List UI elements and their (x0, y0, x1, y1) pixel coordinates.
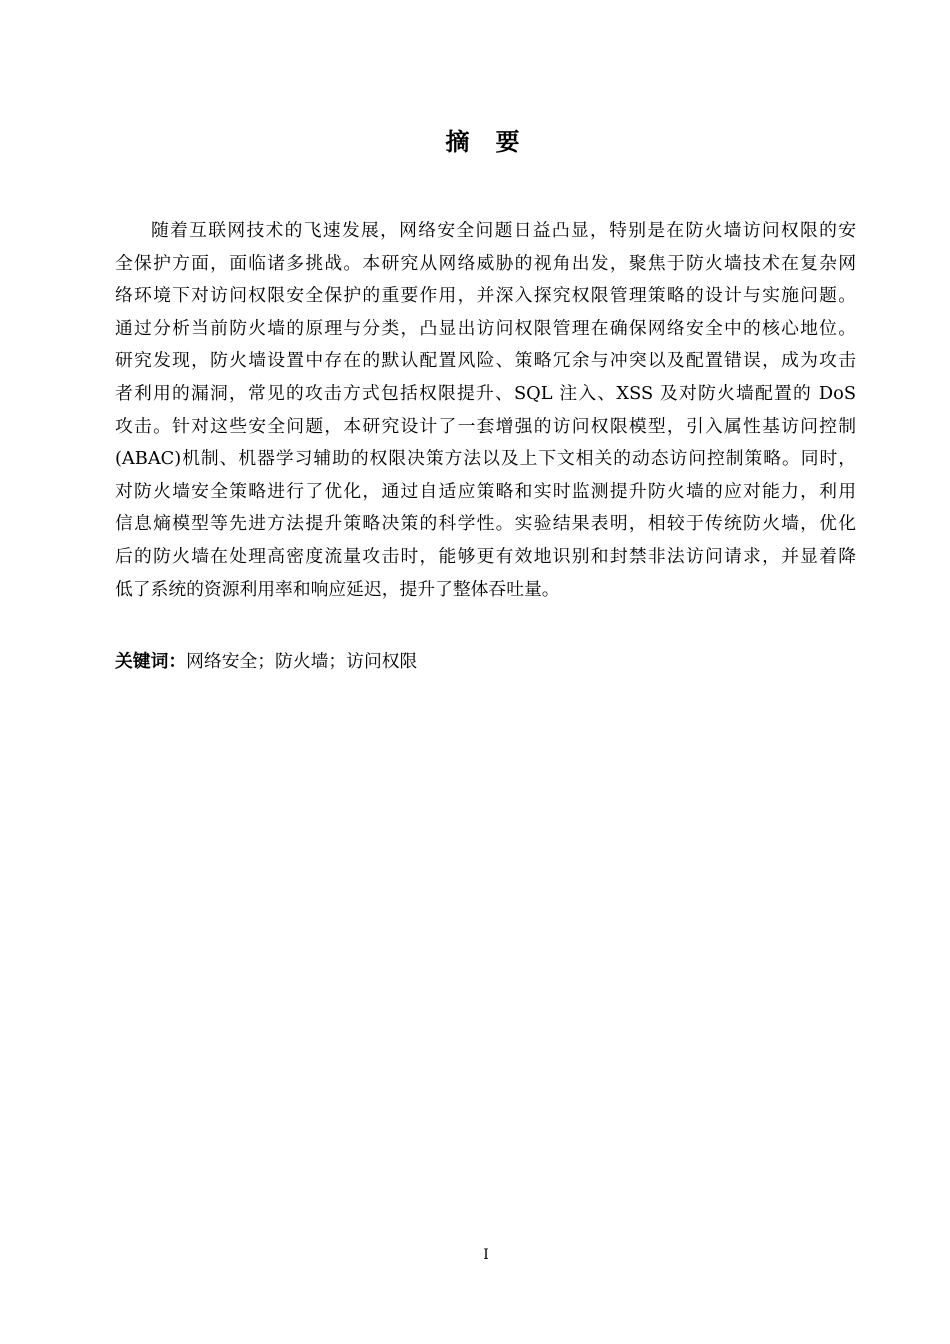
page-title (0, 122, 950, 157)
abstract-line: 通过分析当前防火墙的原理与分类，凸显出访问权限管理在确保网络安全中的核心地位。 (115, 317, 856, 339)
abstract-line: 随着互联网技术的飞速发展，网络安全问题日益凸显，特别是在防火墙访问权限的安 (151, 220, 856, 241)
title-char-2: 要 (495, 127, 520, 156)
abstract-line: 低了系统的资源利用率和响应延迟，提升了整体吞吐量。 (115, 578, 560, 600)
abstract-line: 攻击。针对这些安全问题，本研究设计了一套增强的访问权限模型，引入属性基访问控制 (115, 415, 856, 437)
title-char-1: 摘 (445, 127, 470, 156)
abstract-line: 信息熵模型等先进方法提升策略决策的科学性。实验结果表明，相较于传统防火墙，优化 (115, 513, 856, 535)
abstract-body (115, 215, 856, 606)
keywords-label: 关键词： (115, 651, 187, 672)
abstract-line: (ABAC)机制、机器学习辅助的权限决策方法以及上下文相关的动态访问控制策略。同时， (115, 448, 856, 470)
keywords-line (115, 646, 417, 678)
abstract-line: 研究发现，防火墙设置中存在的默认配置风险、策略冗余与冲突以及配置错误，成为攻击 (115, 350, 856, 372)
abstract-line: 者利用的漏洞，常见的攻击方式包括权限提升、SQL 注入、XSS 及对防火墙配置的 DoS (115, 382, 856, 404)
abstract-line: 络环境下对访问权限安全保护的重要作用，并深入探究权限管理策略的设计与实施问题。 (115, 285, 856, 307)
keywords-text: 网络安全；防火墙；访问权限 (186, 651, 418, 672)
abstract-line: 后的防火墙在处理高密度流量攻击时，能够更有效地识别和封禁非法访问请求，并显着降 (115, 545, 856, 567)
abstract-line: 对防火墙安全策略进行了优化，通过自适应策略和实时监测提升防火墙的应对能力，利用 (115, 480, 856, 502)
page-number: I (483, 1247, 489, 1263)
abstract-line: 全保护方面，面临诸多挑战。本研究从网络威胁的视角出发，聚焦于防火墙技术在复杂网 (115, 252, 856, 274)
